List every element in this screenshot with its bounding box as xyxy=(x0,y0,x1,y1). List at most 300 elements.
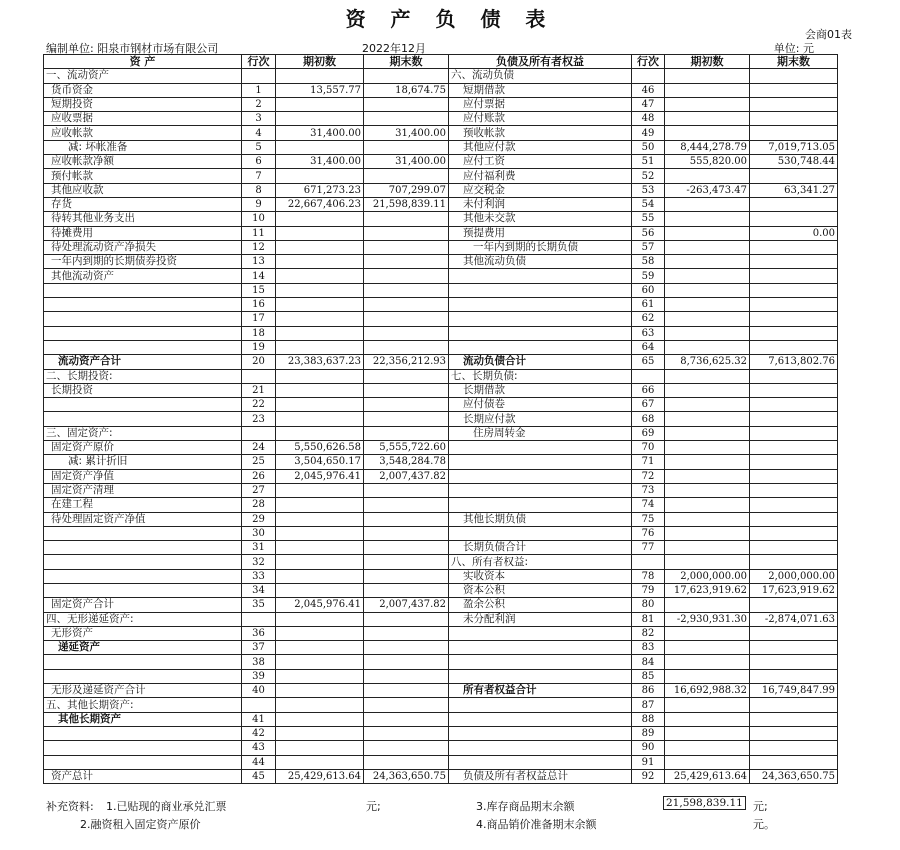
cell-left-begin xyxy=(276,69,364,83)
cell-left-end xyxy=(364,298,449,312)
cell-right-label: 住房周转金 xyxy=(449,426,632,440)
cell-right-line: 57 xyxy=(632,240,665,254)
cell-left-begin: 5,550,626.58 xyxy=(276,441,364,455)
cell-right-label: 应付工资 xyxy=(449,155,632,169)
cell-right-line: 56 xyxy=(632,226,665,240)
table-row xyxy=(44,655,838,669)
cell-right-begin xyxy=(665,598,750,612)
cell-right-line: 86 xyxy=(632,684,665,698)
cell-right-label: 其他未交款 xyxy=(449,212,632,226)
cell-left-label: 待转其他业务支出 xyxy=(44,212,242,226)
cell-left-label xyxy=(44,312,242,326)
cell-right-label xyxy=(449,326,632,340)
cell-left-begin xyxy=(276,583,364,597)
cell-right-begin xyxy=(665,112,750,126)
cell-left-label: 递延资产 xyxy=(44,641,242,655)
cell-left-label xyxy=(44,298,242,312)
cell-left-label xyxy=(44,326,242,340)
cell-right-label xyxy=(449,755,632,769)
cell-left-line: 36 xyxy=(242,626,276,640)
cell-left-begin xyxy=(276,626,364,640)
cell-left-end: 2,007,437.82 xyxy=(364,598,449,612)
cell-left-label: 长期投资 xyxy=(44,383,242,397)
cell-right-line: 64 xyxy=(632,340,665,354)
cell-left-end xyxy=(364,626,449,640)
cell-left-label xyxy=(44,398,242,412)
cell-right-end xyxy=(750,169,838,183)
cell-left-label: 三、固定资产: xyxy=(44,426,242,440)
cell-right-label: 未付利润 xyxy=(449,197,632,211)
cell-right-label xyxy=(449,526,632,540)
cell-right-end xyxy=(750,541,838,555)
table-row xyxy=(44,355,838,369)
cell-left-begin xyxy=(276,669,364,683)
cell-left-line: 27 xyxy=(242,483,276,497)
cell-right-begin: 8,736,625.32 xyxy=(665,355,750,369)
cell-left-end xyxy=(364,269,449,283)
cell-left-end: 18,674.75 xyxy=(364,83,449,97)
cell-left-label: 存货 xyxy=(44,197,242,211)
cell-right-begin xyxy=(665,641,750,655)
cell-right-end xyxy=(750,69,838,83)
cell-right-label: 应付债卷 xyxy=(449,398,632,412)
col-header-assets: 资 产 xyxy=(44,55,242,69)
cell-right-begin: 17,623,919.62 xyxy=(665,583,750,597)
cell-right-line: 81 xyxy=(632,612,665,626)
cell-left-end xyxy=(364,69,449,83)
cell-left-line: 17 xyxy=(242,312,276,326)
cell-right-label: 其他长期负债 xyxy=(449,512,632,526)
cell-right-begin xyxy=(665,312,750,326)
cell-right-label xyxy=(449,469,632,483)
cell-right-line: 61 xyxy=(632,298,665,312)
table-row xyxy=(44,412,838,426)
cell-left-label: 一、流动资产 xyxy=(44,69,242,83)
cell-left-line: 32 xyxy=(242,555,276,569)
cell-left-label: 固定资产原价 xyxy=(44,441,242,455)
cell-left-end xyxy=(364,612,449,626)
cell-right-label: 其他流动负债 xyxy=(449,255,632,269)
cell-right-begin: 2,000,000.00 xyxy=(665,569,750,583)
cell-right-begin: -263,473.47 xyxy=(665,183,750,197)
table-row xyxy=(44,541,838,555)
cell-right-end xyxy=(750,755,838,769)
table-row xyxy=(44,555,838,569)
cell-left-line: 33 xyxy=(242,569,276,583)
cell-right-begin xyxy=(665,512,750,526)
cell-left-end xyxy=(364,255,449,269)
report-period: 2022年12月 xyxy=(362,42,426,55)
cell-left-end: 21,598,839.11 xyxy=(364,197,449,211)
cell-left-line: 44 xyxy=(242,755,276,769)
cell-right-label: 一年内到期的长期负债 xyxy=(449,240,632,254)
cell-left-begin xyxy=(276,269,364,283)
cell-right-line: 51 xyxy=(632,155,665,169)
cell-right-label: 资本公积 xyxy=(449,583,632,597)
cell-right-line: 47 xyxy=(632,97,665,111)
cell-right-end xyxy=(750,269,838,283)
cell-left-end xyxy=(364,583,449,597)
cell-right-line: 89 xyxy=(632,726,665,740)
cell-left-end xyxy=(364,169,449,183)
cell-left-end xyxy=(364,726,449,740)
cell-right-begin xyxy=(665,298,750,312)
cell-right-begin xyxy=(665,197,750,211)
cell-right-line: 48 xyxy=(632,112,665,126)
table-row xyxy=(44,769,838,783)
cell-right-label xyxy=(449,298,632,312)
table-row xyxy=(44,684,838,698)
table-row xyxy=(44,426,838,440)
cell-left-end xyxy=(364,312,449,326)
cell-left-label: 一年内到期的长期债券投资 xyxy=(44,255,242,269)
cell-right-begin xyxy=(665,541,750,555)
cell-left-end xyxy=(364,755,449,769)
cell-left-begin xyxy=(276,340,364,354)
cell-right-end xyxy=(750,469,838,483)
cell-left-begin: 2,045,976.41 xyxy=(276,469,364,483)
cell-right-line: 49 xyxy=(632,126,665,140)
cell-left-begin xyxy=(276,541,364,555)
cell-right-label xyxy=(449,669,632,683)
cell-right-begin xyxy=(665,398,750,412)
cell-right-line: 75 xyxy=(632,512,665,526)
cell-left-end xyxy=(364,698,449,712)
cell-right-label: 预收帐款 xyxy=(449,126,632,140)
cell-right-begin: 555,820.00 xyxy=(665,155,750,169)
cell-left-label: 预付帐款 xyxy=(44,169,242,183)
cell-left-begin xyxy=(276,212,364,226)
cell-left-begin xyxy=(276,383,364,397)
cell-left-line xyxy=(242,698,276,712)
cell-left-line: 8 xyxy=(242,183,276,197)
note-3: 3.库存商品期末余额 xyxy=(476,800,575,813)
cell-left-begin: 23,383,637.23 xyxy=(276,355,364,369)
cell-right-label xyxy=(449,269,632,283)
cell-left-begin xyxy=(276,283,364,297)
cell-left-begin xyxy=(276,412,364,426)
table-row xyxy=(44,340,838,354)
table-row xyxy=(44,112,838,126)
cell-right-label xyxy=(449,441,632,455)
cell-left-end xyxy=(364,498,449,512)
cell-right-end: -2,874,071.63 xyxy=(750,612,838,626)
cell-left-begin xyxy=(276,369,364,383)
cell-left-begin xyxy=(276,140,364,154)
cell-right-label: 六、流动负债 xyxy=(449,69,632,83)
table-row xyxy=(44,526,838,540)
cell-left-label xyxy=(44,340,242,354)
cell-left-label: 在建工程 xyxy=(44,498,242,512)
cell-left-label: 待处理流动资产净损失 xyxy=(44,240,242,254)
currency-unit: 单位: 元 xyxy=(773,42,814,55)
cell-left-end xyxy=(364,97,449,111)
table-header-row xyxy=(44,55,838,69)
table-row xyxy=(44,283,838,297)
cell-right-end: 0.00 xyxy=(750,226,838,240)
cell-right-begin xyxy=(665,483,750,497)
cell-left-line: 4 xyxy=(242,126,276,140)
cell-right-label xyxy=(449,655,632,669)
cell-right-end xyxy=(750,655,838,669)
cell-left-label xyxy=(44,669,242,683)
cell-left-end xyxy=(364,541,449,555)
cell-left-end xyxy=(364,684,449,698)
cell-right-begin xyxy=(665,326,750,340)
cell-left-label: 应收票据 xyxy=(44,112,242,126)
cell-left-begin xyxy=(276,612,364,626)
cell-left-label: 待摊费用 xyxy=(44,226,242,240)
cell-right-end xyxy=(750,326,838,340)
cell-left-label xyxy=(44,726,242,740)
cell-left-end xyxy=(364,655,449,669)
table-row xyxy=(44,583,838,597)
cell-right-line: 82 xyxy=(632,626,665,640)
cell-left-line: 37 xyxy=(242,641,276,655)
table-row xyxy=(44,326,838,340)
company-name: 编制单位: 阳泉市钢材市场有限公司 xyxy=(46,42,219,55)
cell-left-line xyxy=(242,69,276,83)
table-row xyxy=(44,569,838,583)
cell-right-label xyxy=(449,312,632,326)
cell-left-end xyxy=(364,283,449,297)
cell-left-line: 7 xyxy=(242,169,276,183)
cell-left-label: 货币资金 xyxy=(44,83,242,97)
table-body xyxy=(44,69,838,784)
cell-left-label: 固定资产清理 xyxy=(44,483,242,497)
cell-right-begin xyxy=(665,383,750,397)
cell-right-end xyxy=(750,598,838,612)
cell-left-label: 应收帐款 xyxy=(44,126,242,140)
col-header-end: 期末数 xyxy=(750,55,838,69)
col-header-liabilities: 负债及所有者权益 xyxy=(449,55,632,69)
cell-left-line: 24 xyxy=(242,441,276,455)
cell-right-end xyxy=(750,626,838,640)
cell-left-label: 减: 累计折旧 xyxy=(44,455,242,469)
cell-right-begin xyxy=(665,126,750,140)
cell-left-begin xyxy=(276,555,364,569)
cell-right-end: 2,000,000.00 xyxy=(750,569,838,583)
cell-right-end xyxy=(750,255,838,269)
table-row xyxy=(44,155,838,169)
cell-right-label xyxy=(449,455,632,469)
cell-left-end xyxy=(364,483,449,497)
cell-left-label xyxy=(44,741,242,755)
cell-right-line: 63 xyxy=(632,326,665,340)
table-row xyxy=(44,741,838,755)
table-row xyxy=(44,612,838,626)
cell-right-end xyxy=(750,240,838,254)
cell-left-label: 其他应收款 xyxy=(44,183,242,197)
cell-right-line: 50 xyxy=(632,140,665,154)
cell-right-line xyxy=(632,555,665,569)
table-row xyxy=(44,169,838,183)
form-code: 会商01表 xyxy=(805,28,852,41)
cell-right-end xyxy=(750,483,838,497)
cell-left-end: 707,299.07 xyxy=(364,183,449,197)
cell-left-end xyxy=(364,555,449,569)
table-row xyxy=(44,726,838,740)
cell-left-label: 固定资产净值 xyxy=(44,469,242,483)
cell-left-label: 五、其他长期资产: xyxy=(44,698,242,712)
cell-left-line: 15 xyxy=(242,283,276,297)
cell-right-line xyxy=(632,369,665,383)
cell-left-line: 3 xyxy=(242,112,276,126)
cell-right-end xyxy=(750,455,838,469)
col-header-begin: 期初数 xyxy=(665,55,750,69)
cell-right-line: 69 xyxy=(632,426,665,440)
cell-left-line: 23 xyxy=(242,412,276,426)
cell-left-label: 四、无形递延资产: xyxy=(44,612,242,626)
cell-left-line: 2 xyxy=(242,97,276,111)
cell-left-begin xyxy=(276,226,364,240)
table-row xyxy=(44,126,838,140)
cell-left-line: 13 xyxy=(242,255,276,269)
table-row xyxy=(44,83,838,97)
cell-right-label: 预提费用 xyxy=(449,226,632,240)
cell-left-begin xyxy=(276,726,364,740)
table-row xyxy=(44,641,838,655)
cell-right-label: 七、长期负债: xyxy=(449,369,632,383)
table-row xyxy=(44,598,838,612)
cell-right-begin xyxy=(665,741,750,755)
cell-left-label: 二、长期投资: xyxy=(44,369,242,383)
cell-left-end: 31,400.00 xyxy=(364,126,449,140)
cell-right-line: 83 xyxy=(632,641,665,655)
cell-right-end xyxy=(750,369,838,383)
cell-left-line: 20 xyxy=(242,355,276,369)
cell-right-label xyxy=(449,698,632,712)
cell-right-begin xyxy=(665,226,750,240)
cell-right-begin xyxy=(665,498,750,512)
table-row xyxy=(44,698,838,712)
cell-left-line: 22 xyxy=(242,398,276,412)
cell-right-begin xyxy=(665,212,750,226)
cell-left-end xyxy=(364,641,449,655)
cell-left-line: 42 xyxy=(242,726,276,740)
cell-right-end xyxy=(750,698,838,712)
cell-right-begin xyxy=(665,755,750,769)
cell-right-label: 所有者权益合计 xyxy=(449,684,632,698)
cell-right-end xyxy=(750,126,838,140)
cell-right-line: 91 xyxy=(632,755,665,769)
cell-right-line: 88 xyxy=(632,712,665,726)
cell-left-end: 22,356,212.93 xyxy=(364,355,449,369)
cell-right-line: 71 xyxy=(632,455,665,469)
cell-left-line xyxy=(242,612,276,626)
cell-left-line: 25 xyxy=(242,455,276,469)
cell-right-begin xyxy=(665,369,750,383)
cell-right-end xyxy=(750,741,838,755)
cell-left-begin xyxy=(276,755,364,769)
cell-left-label: 其他流动资产 xyxy=(44,269,242,283)
cell-right-begin xyxy=(665,169,750,183)
cell-left-end xyxy=(364,412,449,426)
table-row xyxy=(44,626,838,640)
cell-right-line xyxy=(632,69,665,83)
cell-left-begin xyxy=(276,641,364,655)
cell-left-end xyxy=(364,326,449,340)
cell-right-label: 长期借款 xyxy=(449,383,632,397)
cell-right-line: 46 xyxy=(632,83,665,97)
table-row xyxy=(44,69,838,83)
cell-left-end xyxy=(364,340,449,354)
cell-right-end xyxy=(750,498,838,512)
notes-heading: 补充资料: xyxy=(46,800,94,813)
cell-left-begin xyxy=(276,569,364,583)
cell-left-begin: 31,400.00 xyxy=(276,126,364,140)
cell-right-label xyxy=(449,498,632,512)
cell-right-label: 实收资本 xyxy=(449,569,632,583)
table-row xyxy=(44,441,838,455)
cell-left-label: 无形资产 xyxy=(44,626,242,640)
cell-right-line: 90 xyxy=(632,741,665,755)
cell-right-label: 其他应付款 xyxy=(449,140,632,154)
cell-left-label xyxy=(44,555,242,569)
table-row xyxy=(44,498,838,512)
cell-right-label: 短期借款 xyxy=(449,83,632,97)
table-row xyxy=(44,398,838,412)
cell-right-line: 85 xyxy=(632,669,665,683)
cell-right-begin xyxy=(665,626,750,640)
cell-right-begin xyxy=(665,469,750,483)
cell-right-end xyxy=(750,398,838,412)
cell-left-line: 6 xyxy=(242,155,276,169)
cell-left-line: 29 xyxy=(242,512,276,526)
cell-left-line: 18 xyxy=(242,326,276,340)
cell-left-line: 34 xyxy=(242,583,276,597)
cell-right-label xyxy=(449,712,632,726)
table-row xyxy=(44,240,838,254)
cell-right-begin xyxy=(665,669,750,683)
report-meta xyxy=(46,40,840,54)
cell-left-label: 固定资产合计 xyxy=(44,598,242,612)
cell-right-label: 应付福利费 xyxy=(449,169,632,183)
cell-left-line: 39 xyxy=(242,669,276,683)
cell-right-label xyxy=(449,483,632,497)
cell-left-begin xyxy=(276,298,364,312)
cell-right-label: 长期应付款 xyxy=(449,412,632,426)
cell-left-label xyxy=(44,569,242,583)
cell-left-label xyxy=(44,541,242,555)
cell-left-begin xyxy=(276,326,364,340)
cell-right-begin xyxy=(665,726,750,740)
cell-left-label: 短期投资 xyxy=(44,97,242,111)
cell-right-begin xyxy=(665,698,750,712)
cell-left-line: 10 xyxy=(242,212,276,226)
cell-right-label: 盈余公积 xyxy=(449,598,632,612)
cell-left-line: 35 xyxy=(242,598,276,612)
cell-left-line: 41 xyxy=(242,712,276,726)
cell-left-begin xyxy=(276,684,364,698)
cell-right-begin xyxy=(665,97,750,111)
table-row xyxy=(44,140,838,154)
cell-right-end: 24,363,650.75 xyxy=(750,769,838,783)
cell-right-line: 66 xyxy=(632,383,665,397)
cell-right-line: 72 xyxy=(632,469,665,483)
cell-right-begin xyxy=(665,340,750,354)
cell-right-label: 负债及所有者权益总计 xyxy=(449,769,632,783)
cell-right-label: 应付账款 xyxy=(449,112,632,126)
cell-right-begin xyxy=(665,555,750,569)
cell-right-begin xyxy=(665,269,750,283)
cell-right-label: 流动负债合计 xyxy=(449,355,632,369)
cell-left-line xyxy=(242,426,276,440)
table-row xyxy=(44,97,838,111)
cell-left-line: 12 xyxy=(242,240,276,254)
cell-left-line: 40 xyxy=(242,684,276,698)
cell-right-begin: 16,692,988.32 xyxy=(665,684,750,698)
